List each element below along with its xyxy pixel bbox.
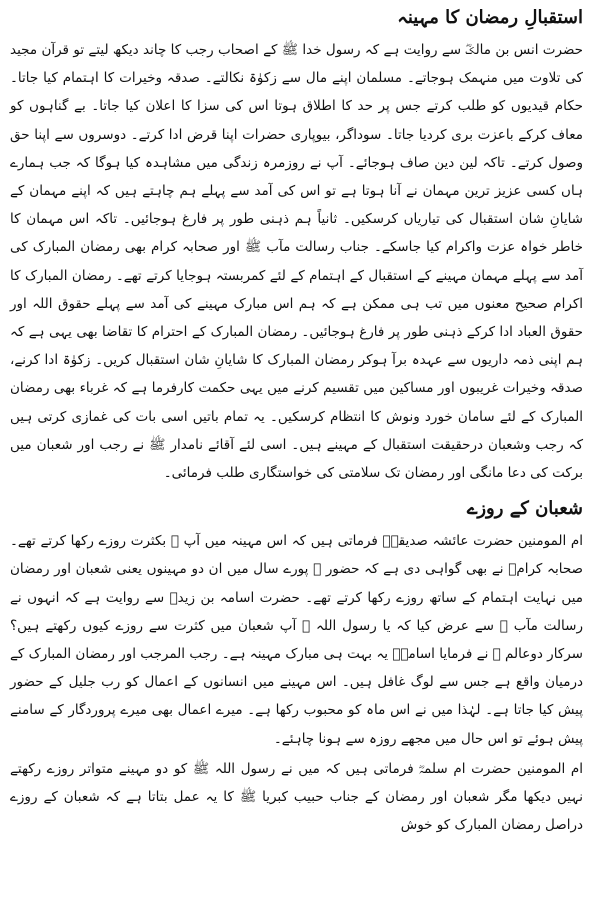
section-title-istiqbal-ramadan: استقبالِ رمضان کا مہینہ [397,7,583,28]
paragraph-umm-salama-narration: ام المومنین حضرت ام سلمہؓ فرماتی ہیں کہ میں نے رسول اللہ ﷺ کو دو مہینے متواتر روزے رکھتے نہیں دیکھا مگر شعبان اور رمضان کے جناب حبیب کبریا ﷺ کا یہ عمل بتاتا ہے کہ شعبان کے روزے دراصل رمضان المبارک کو خوش [10,760,583,834]
section-title-shaban-fasts: شعبان کے روزے [466,498,583,520]
paragraph-aisha-narration: ام المومنین حضرت عائشہ صدیقہؓ فرماتی ہیں کہ اس مہینہ میں آپ ﷺ بکثرت روزے رکھا کرتے تھے۔ صحابہ کرامؓ نے بھی گواہی دی ہے کہ حضور ﷺ پورے سال میں ان دو مہینوں یعنی شعبان اور رمضان میں نہایت اہتمام کے ساتھ روزے رکھا کرتے تھے۔ حضرت اسامہ بن زیدؓ سے روایت ہے کہ انہوں نے رسالت مآب ﷺ سے عرض کیا کہ یا رسول اللہ ﷺ آپ شعبان میں کثرت سے روزے کیوں رکھتے ہیں؟ سرکار دوعالم ﷺ نے فرمایا اسامہؓ یہ بہت ہی مبارک مہینہ ہے۔ رجب المرجب اور رمضان المبارک کے درمیان واقع ہے جس سے لوگ غافل ہیں۔ اس مہینے میں انسانوں کے اعمال کو رب جلیل کے حضور پیش کیا جاتا ہے۔ لہٰذا میں نے اس ماہ کو محبوب رکھا ہے۔ میرے اعمال بھی میرے پروردگار کے سامنے پیش ہوئے تو اس حال میں مجھے روزہ سے ہونا چاہئے۔ [10,533,583,747]
paragraph-istiqbal-ramadan: حضرت انس بن مالکؓ سے روایت ہے کہ رسول خدا ﷺ کے اصحاب رجب کا چاند دیکھ لیتے تو قرآن مجید کی تلاوت میں منہمک ہوجاتے۔ مسلمان اپنے مال سے زکوٰۃ نکالتے۔ صدقہ وخیرات کا اہتمام کیا جاتا۔ حکام قیدیوں کو طلب کرتے جس پر حد کا اطلاق ہوتا اس کی سزا کا اعلان کیا جاتا۔ بے گناہوں کو معاف کرکے باعزت بری کردیا جاتا۔ سوداگر، بیوپاری حضرات اپنا قرض ادا کرتے۔ دوسروں سے اپنا حق وصول کرتے۔ تاکہ لین دین صاف ہوجائے۔ آپ نے روزمرہ زندگی میں مشاہدہ کیا ہوگا کہ جب ہمارے ہاں کسی عزیز ترین مہمان نے آنا ہوتا ہے تو اس کی آمد سے پہلے ہم چاہتے ہیں کہ اپنے مہمان کے شایانِ شان استقبال کی تیاریاں کرسکیں۔ ثانیاً ہم ذہنی طور پر فارغ ہوجائیں۔ تاکہ اس مہمان کا خاطر خواہ عزت واکرام کیا جاسکے۔ جناب رسالت مآب ﷺ اور صحابہ کرام بھی رمضان المبارک کی آمد سے پہلے مہمان مہینے کے استقبال کے اہتمام کے لئے کمربستہ ہوجایا کرتے تھے۔ رمضان المبارک کا اکرام صحیح معنوں میں تب ہی ممکن ہے کہ ہم اس مبارک مہینے کی آمد سے پہلے حقوق اللہ اور حقوق العباد ادا کرکے ذہنی طور پر فارغ ہوجائیں۔ رمضان المبارک کے احترام کا تقاضا بھی یہی ہے کہ ہم اپنی ذمہ داریوں سے عہدہ برآ ہوکر رمضان المبارک کا شایانِ شان استقبال کریں۔ زکوٰۃ ادا کرنے، صدقہ وخیرات غریبوں اور مساکین میں تقسیم کرنے میں یہی حکمت کارفرما ہے کہ غرباء بھی رمضان المبارک کے لئے سامان خورد ونوش کا انتظام کرسکیں۔ یہ تمام باتیں اسی بات کی غمازی کرتی ہیں کہ رجب وشعبان درحقیقت استقبال کے مہینے ہیں۔ اسی لئے آقائے نامدار ﷺ نے رجب اور شعبان میں برکت کی دعا مانگی اور رمضان تک سلامتی کی خواستگاری طلب فرمائی۔ [10,42,583,482]
